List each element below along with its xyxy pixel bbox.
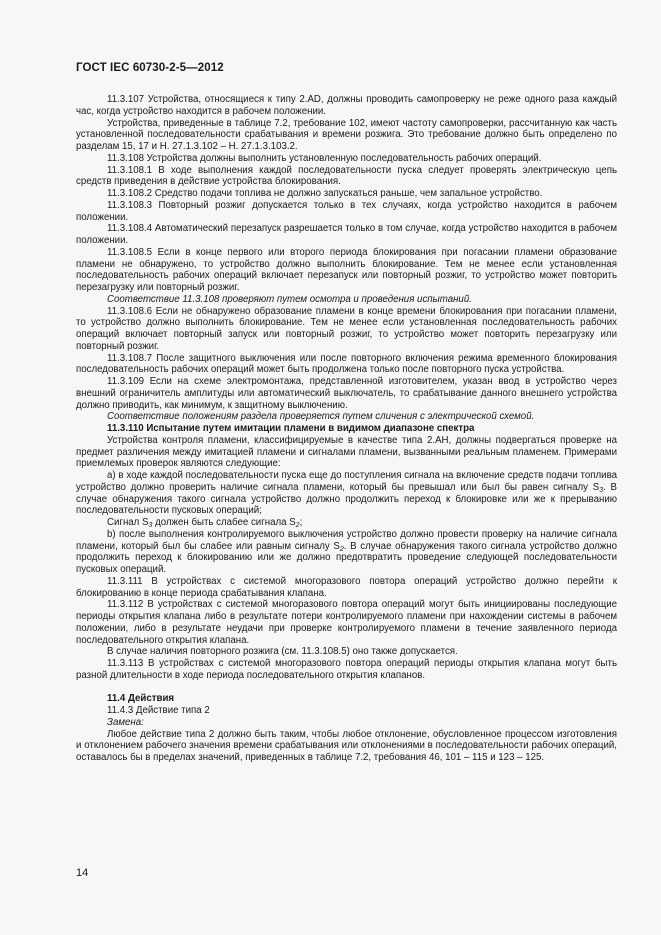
compliance-note: Соответствие положениям раздела проверяется путем сличения с электрической схемой.: [107, 411, 535, 423]
text-run: . В случае обнаружения такого сигнала устройство должно продолжить переход к блокировке или же к прерыванию последовательности пусковых операций;: [76, 481, 617, 517]
subscript: 2: [339, 545, 344, 553]
list-item-b: [76, 529, 617, 576]
paragraph: 11.3.108.4 Автоматический перезапуск разрешается только в том случае, когда устройство находится в рабочем положении.: [76, 223, 617, 246]
paragraph: Устройства, приведенные в таблице 7.2, требование 102, имеют частоту самопроверки, рассчитанную как часть установленной последовательности срабатывания и времени розжига. Это требование должно быть определено по разделам 15, 17 и Н. 27.1.3.102 – Н. 27.1.3.103.2.: [76, 117, 617, 152]
text-run: b) после выполнения контролируемого выключения устройство должно провести проверку на наличие сигнала пламени, который был бы слабее или равным сигналу S: [76, 528, 617, 552]
paragraph: 11.3.111 В устройствах с системой многоразового повтора операций устройство должно перейти к блокированию в конце периода срабатывания клапана.: [76, 575, 617, 599]
paragraph: Любое действие типа 2 должно быть таким, чтобы любое отклонение, обусловленное процессом изготовления и отклонением рабочего значения времени срабатывания или отклонениями в последовательности рабочих операций, оставалось бы в пределах значений, приведенных в таблице 7.2, требования 46, 101 – 115 и 123 – 125.: [76, 728, 617, 763]
paragraph: [76, 517, 617, 529]
paragraph: 11.3.108.2 Средство подачи топлива не должно запускаться раньше, чем запальное устройство.: [107, 188, 543, 199]
paragraph: В случае наличия повторного розжига (см. 11.3.108.5) оно также допускается.: [107, 646, 458, 658]
text-run: a) в ходе каждой последовательности пуска еще до поступления сигнала на включение средств подачи топлива устройство должно проверить наличие сигнала пламени, который бы превышал или был бы равен сигналу S: [76, 470, 617, 493]
paragraph: 11.3.109 Если на схеме электромонтажа, представленной изготовителем, указан ввод в устройство через внешний ограничитель амплитуды или автоматический выключатель, то срабатывание данного внешнего устройства должно приводить, как минимум, к защитному выключению.: [76, 376, 617, 411]
subscript: 3: [148, 522, 153, 529]
paragraph: 11.3.108.6 Если не обнаружено образование пламени в конце времени блокирования при погасании пламени, то устройство должно выполнить блокирование. Тем не менее если установленная последовательность рабочих операций включает повторный запуск или повторный розжиг, то устройство может повторить перезагрузку или повторный розжиг.: [76, 305, 617, 352]
list-item-a: [76, 470, 617, 517]
text-run: . В случае обнаружения такого сигнала устройство должно продолжить переход к блокированию или же должно предотвратить проведение следующей последовательности пусковых операций.: [76, 540, 617, 575]
text-run: ;: [299, 517, 303, 528]
text-run: Сигнал S: [107, 517, 149, 528]
document-body: [76, 94, 617, 764]
spacer: [76, 682, 617, 694]
paragraph: Устройства контроля пламени, классифицируемые в качестве типа 2.АН, должны подвергаться проверке на предмет различения между имитацией пламени и сигналами пламени, вызванными реальным пламенем. Примерами приемлемых проверок являются следующие:: [76, 434, 617, 470]
section-heading: 11.3.110 Испытание путем имитации пламени в видимом диапазоне спектра: [107, 423, 475, 434]
compliance-note: Соответствие 11.3.108 проверяют путем осмотра и проведения испытаний.: [107, 293, 472, 305]
paragraph: 11.3.108.7 После защитного выключения или после повторного включения режима временного блокирования последовательность рабочих операций может быть продолжена только после повторного пуска устройства.: [76, 352, 617, 376]
paragraph: 11.3.113 В устройствах с системой многоразового повтора операций периоды открытия клапана могут быть разной длительности в ходе периода последовательного открытия клапанов.: [76, 658, 617, 681]
paragraph: 11.3.107 Устройства, относящиеся к типу 2.AD, должны проводить самопроверку не реже одного раза каждый час, когда устройство находится в рабочем положении.: [76, 94, 617, 117]
document-header: ГОСТ IEC 60730-2-5—2012: [76, 62, 224, 74]
paragraph: 11.3.108 Устройства должны выполнить установленную последовательность рабочих операций.: [107, 152, 542, 164]
paragraph: 11.3.108.5 Если в конце первого или второго периода блокирования при погасании пламени образование пламени не обнаружено, то устройство должно выполнить блокирование. Тем не менее если установленная последовательность рабочих операций включает перезапуск или повторный розжиг, то устройство может повторить перезагрузку или повторный розжиг.: [76, 246, 617, 293]
amendment-label: Замена:: [107, 716, 144, 728]
page-number: 14: [76, 867, 89, 879]
text-run: должен быть слабее сигнала S: [152, 517, 296, 528]
subscript: 2: [295, 522, 300, 529]
subscript: 3: [599, 486, 604, 494]
paragraph: 11.4.3 Действие типа 2: [107, 705, 210, 716]
paragraph: 11.3.108.1 В ходе выполнения каждой последовательности пуска следует проверять электрическую цепь средств приведения в действие устройства блокирования.: [76, 164, 617, 188]
paragraph: 11.3.108.3 Повторный розжиг допускается только в тех случаях, когда устройство находится в рабочем положении.: [76, 199, 617, 223]
section-heading: 11.4 Действия: [107, 693, 175, 705]
paragraph: 11.3.112 В устройствах с системой многоразового повтора операций могут быть инициированы последующие периоды открытия клапана либо в результате потери контролируемого пламени при нахождении системы в рабочем положении, либо в результате неудачи при проверке контролируемого пламени в течение заявленного периода последовательного открытия клапана.: [76, 599, 617, 646]
